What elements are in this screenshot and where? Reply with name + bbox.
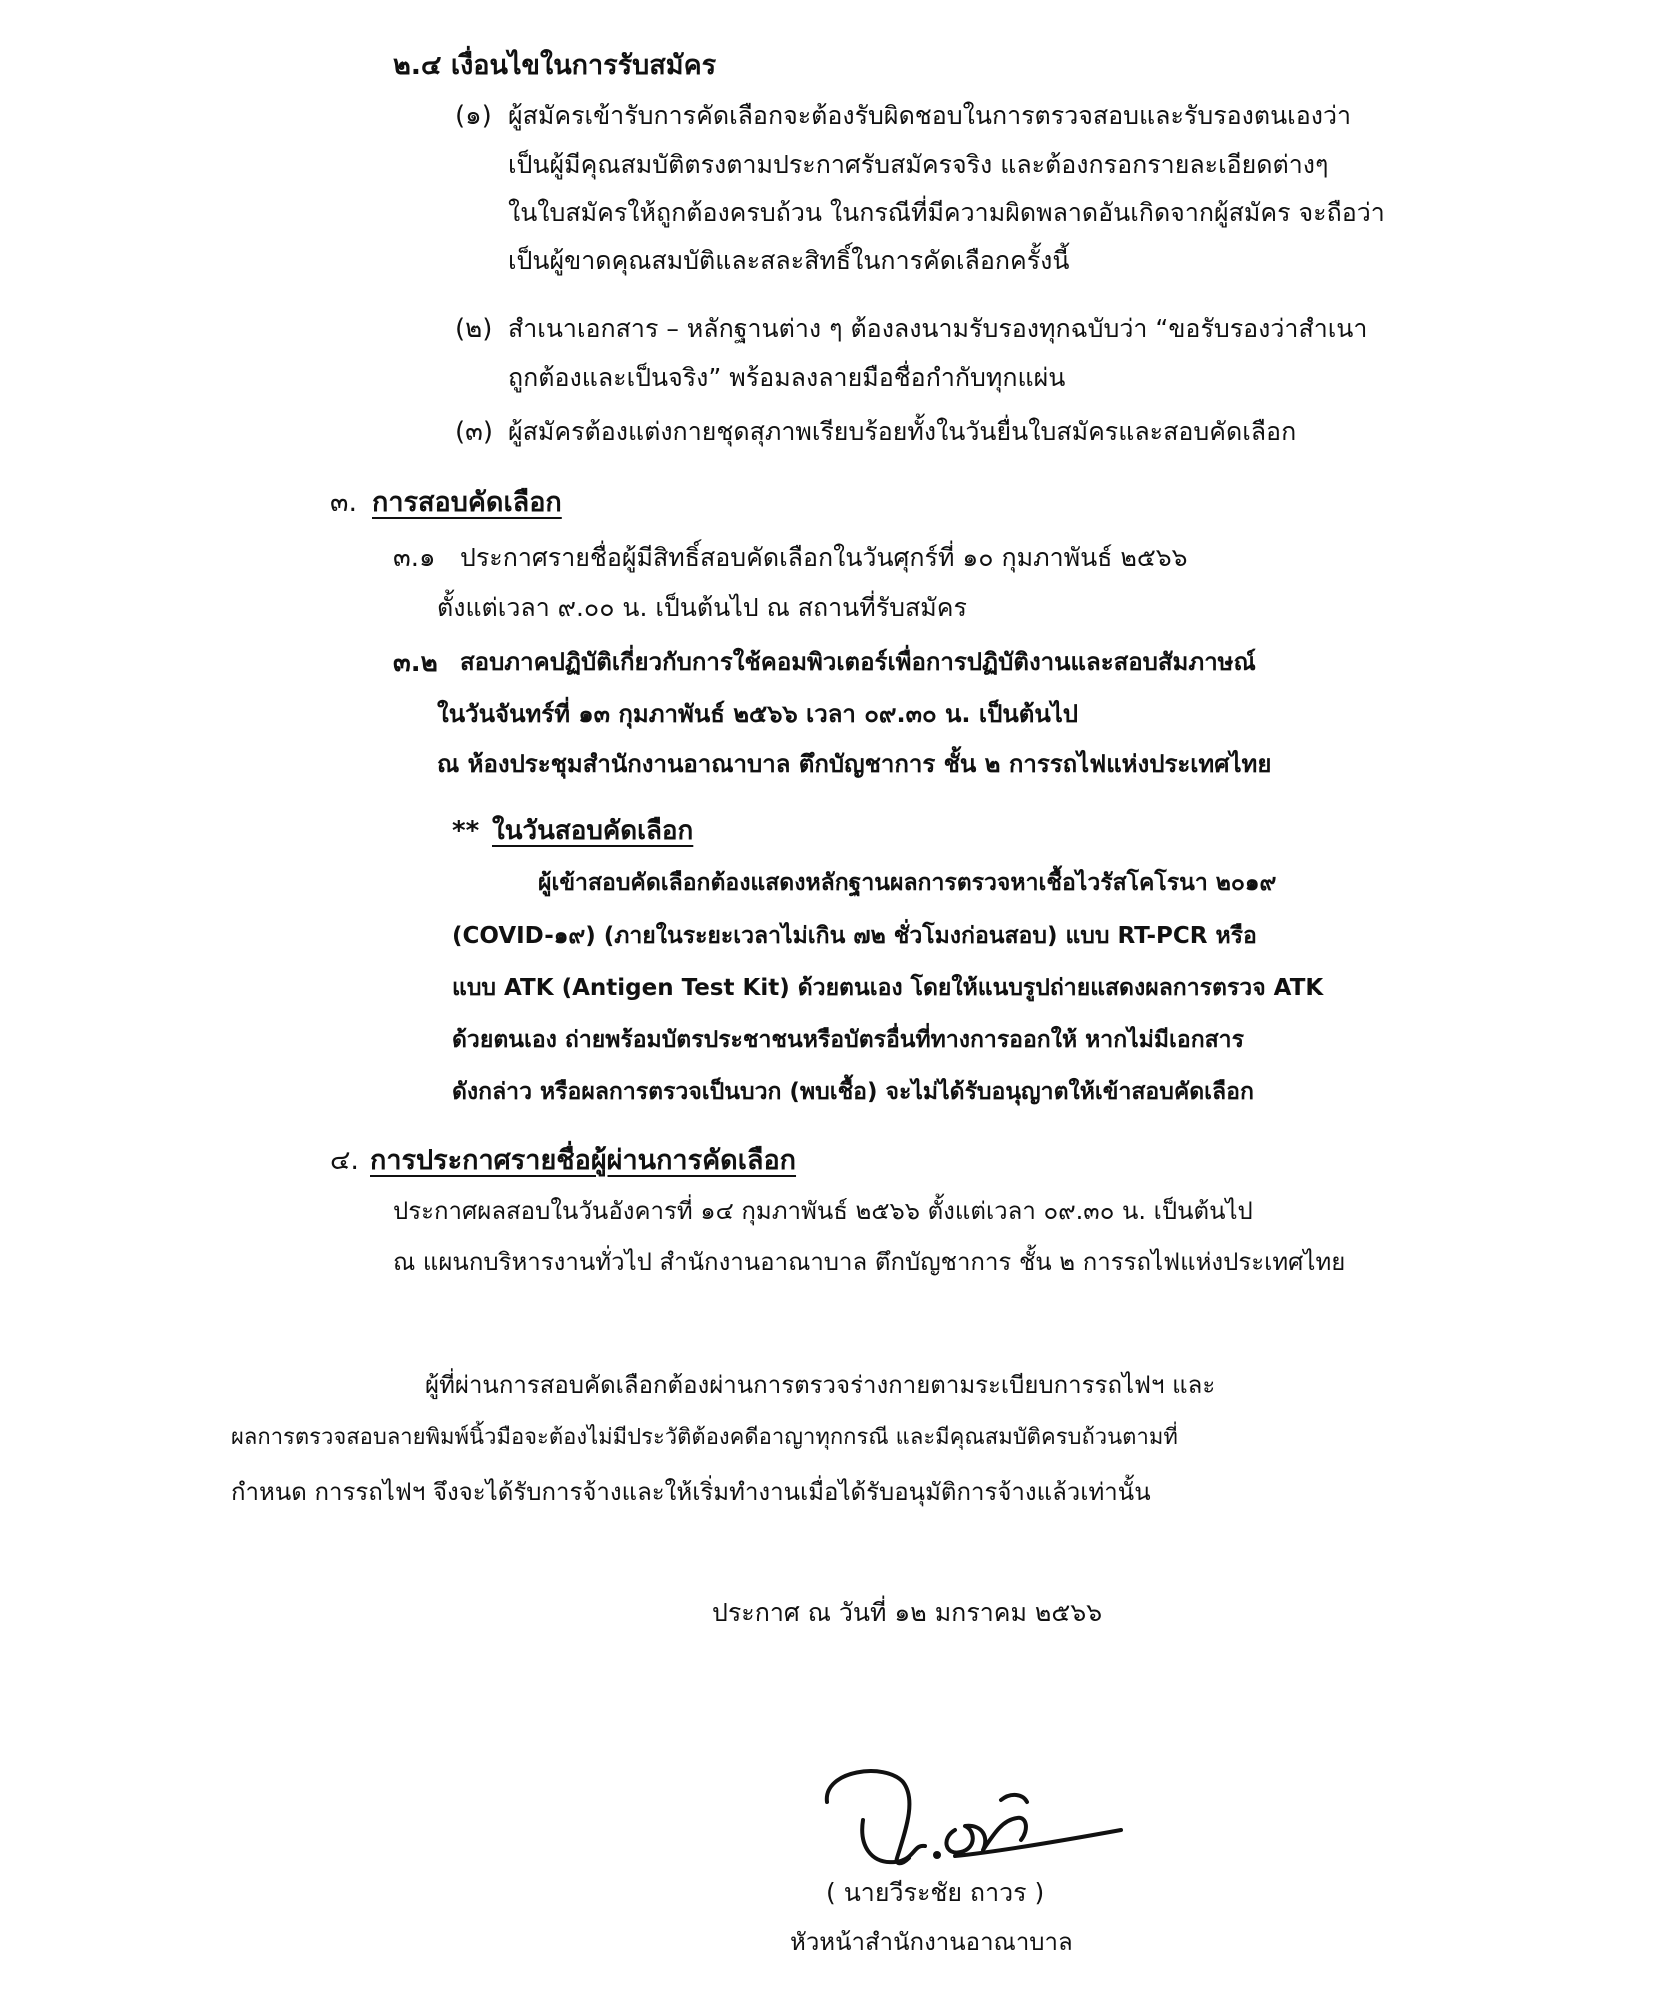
item-2-number: (๒) [455,314,493,344]
note-heading: ในวันสอบคัดเลือก [492,816,694,846]
item-1-line: ผู้สมัครเข้ารับการคัดเลือกจะต้องรับผิดชอบในการตรวจสอบและรับรองตนเองว่า [508,101,1352,130]
signatory-position: หัวหน้าสำนักงานอาณาบาล [790,1928,1073,1956]
section-2-4-heading: ๒.๔ เงื่อนไขในการรับสมัคร [393,50,717,81]
closing-line: กำหนด การรถไฟฯ จึงจะได้รับการจ้างและให้เริ่มทำงานเมื่อได้รับอนุมัติการจ้างแล้วเท่านั้น [231,1478,1151,1506]
announcement-date: ประกาศ ณ วันที่ ๑๒ มกราคม ๒๕๖๖ [712,1598,1103,1627]
item-2-line: สำเนาเอกสาร – หลักฐานต่าง ๆ ต้องลงนามรับรองทุกฉบับว่า “ขอรับรองว่าสำเนา [508,314,1368,343]
section-4-number: ๔. [330,1145,360,1176]
note-stars: ** [452,816,480,846]
section-3-1-number: ๓.๑ [393,543,436,573]
section-4-line: ณ แผนกบริหารงานทั่วไป สำนักงานอาณาบาล ตึกบัญชาการ ชั้น ๒ การรถไฟแห่งประเทศไทย [393,1248,1346,1276]
section-3-2-line: สอบภาคปฏิบัติเกี่ยวกับการใช้คอมพิวเตอร์เพื่อการปฏิบัติงานและสอบสัมภาษณ์ [460,648,1256,676]
section-3-2-line: ณ ห้องประชุมสำนักงานอาณาบาล ตึกบัญชาการ ชั้น ๒ การรถไฟแห่งประเทศไทย [437,750,1272,778]
closing-line: ผลการตรวจสอบลายพิมพ์นิ้วมือจะต้องไม่มีประวัติต้องคดีอาญาทุกกรณี และมีคุณสมบัติครบถ้วนตามที่ [231,1425,1178,1450]
item-3-text: ผู้สมัครต้องแต่งกายชุดสุภาพเรียบร้อยทั้งในวันยื่นใบสมัครและสอบคัดเลือก [508,417,1297,446]
item-1-line: เป็นผู้ขาดคุณสมบัติและสละสิทธิ์ในการคัดเลือกครั้งนี้ [508,246,1070,275]
closing-line: ผู้ที่ผ่านการสอบคัดเลือกต้องผ่านการตรวจร่างกายตามระเบียบการรถไฟฯ และ [425,1371,1216,1399]
note-line: (COVID-๑๙) (ภายในระยะเวลาไม่เกิน ๗๒ ชั่วโมงก่อนสอบ) แบบ RT-PCR หรือ [452,923,1257,949]
item-1-number: (๑) [455,101,492,131]
item-2-line: ถูกต้องและเป็นจริง” พร้อมลงลายมือชื่อกำกับทุกแผ่น [508,363,1066,392]
item-1-line: ในใบสมัครให้ถูกต้องครบถ้วน ในกรณีที่มีความผิดพลาดอันเกิดจากผู้สมัคร จะถือว่า [508,198,1385,227]
note-line: ดังกล่าว หรือผลการตรวจเป็นบวก (พบเชื้อ) จะไม่ได้รับอนุญาตให้เข้าสอบคัดเลือก [452,1079,1254,1105]
signature [805,1760,1135,1870]
item-1-line: เป็นผู้มีคุณสมบัติตรงตามประกาศรับสมัครจริง และต้องกรอกรายละเอียดต่างๆ [508,150,1329,179]
signatory-name: ( นายวีระชัย ถาวร ) [826,1878,1045,1907]
note-line: ผู้เข้าสอบคัดเลือกต้องแสดงหลักฐานผลการตรวจหาเชื้อไวรัสโคโรนา ๒๐๑๙ [538,870,1277,896]
section-3-1-line: ตั้งแต่เวลา ๙.๐๐ น. เป็นต้นไป ณ สถานที่รับสมัคร [437,593,967,622]
note-line: แบบ ATK (Antigen Test Kit) ด้วยตนเอง โดยให้แนบรูปถ่ายแสดงผลการตรวจ ATK [452,975,1324,1001]
section-3-heading: การสอบคัดเลือก [372,487,562,518]
section-4-line: ประกาศผลสอบในวันอังคารที่ ๑๔ กุมภาพันธ์ ๒๕๖๖ ตั้งแต่เวลา ๐๙.๓๐ น. เป็นต้นไป [393,1197,1253,1225]
section-3-2-number: ๓.๒ [393,648,438,678]
section-3-number: ๓. [330,487,358,518]
section-3-2-line: ในวันจันทร์ที่ ๑๓ กุมภาพันธ์ ๒๕๖๖ เวลา ๐๙.๓๐ น. เป็นต้นไป [437,700,1079,728]
note-line: ด้วยตนเอง ถ่ายพร้อมบัตรประชาชนหรือบัตรอื่นที่ทางการออกให้ หากไม่มีเอกสาร [452,1027,1244,1053]
section-4-heading: การประกาศรายชื่อผู้ผ่านการคัดเลือก [370,1145,797,1176]
section-3-1-line: ประกาศรายชื่อผู้มีสิทธิ์สอบคัดเลือกในวันศุกร์ที่ ๑๐ กุมภาพันธ์ ๒๕๖๖ [460,543,1188,572]
item-3-number: (๓) [455,417,494,447]
